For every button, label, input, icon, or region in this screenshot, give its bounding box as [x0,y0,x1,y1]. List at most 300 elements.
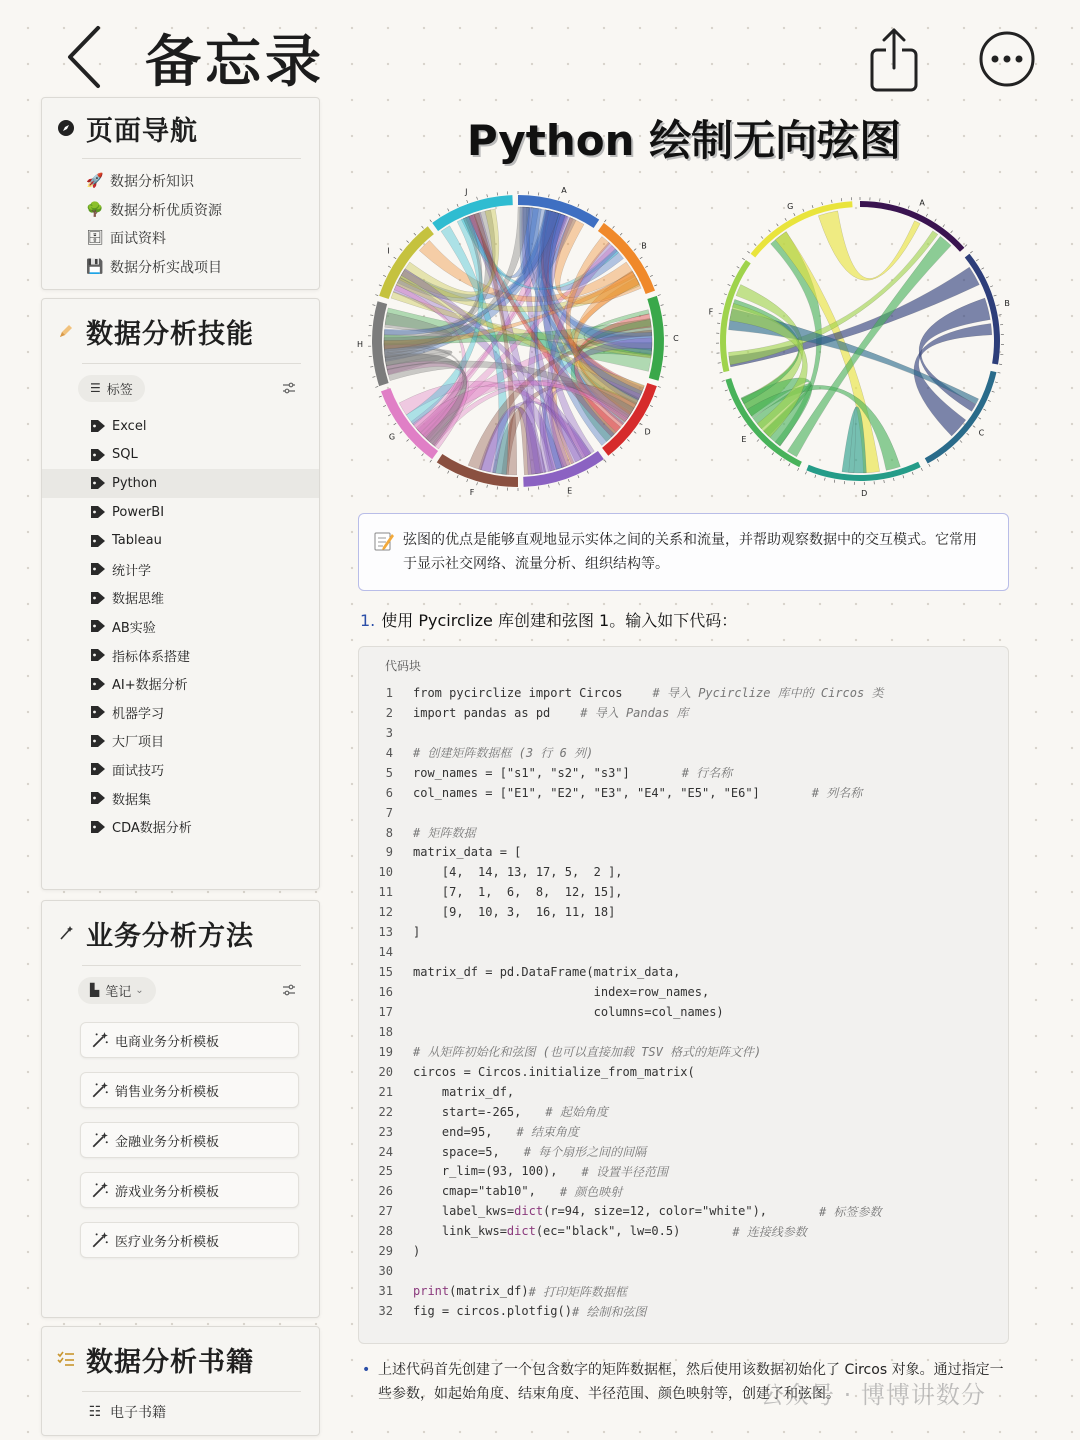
line-number: 10 [378,865,393,880]
tag-icon [90,734,106,748]
code-line [359,962,1008,982]
code-text: matrix_data = [ [413,845,522,860]
tag-icon [90,419,106,433]
chord-tick [388,266,391,268]
chord-tick [658,295,661,296]
chord-tick [487,485,488,488]
code-line [359,763,1008,783]
chord-tick [372,305,375,306]
code-line [359,843,1008,863]
chord-tick [578,204,579,207]
divider [82,363,301,364]
chord-tick [986,277,989,278]
books-panel [41,1326,320,1436]
callout-text: 弦图的优点是能够直观地显示实体之间的关系和流量，并帮助观察数据中的交互模式。它常用于显示社交网络、流量分析、组织结构等。 [403,532,977,572]
bullet-paragraph: • 上述代码首先创建了一个包含数字的矩阵数据框，然后使用该数据初始化了 Circos 对象。通过指定一些参数，如起始角度、结束角度、半径范围、颜色映射等，创建了和弦图。 [362,1358,1012,1406]
nav-item-resources[interactable] [42,196,319,225]
code-line [359,803,1008,823]
chord-segment-label: F [469,488,475,498]
tag-icon [90,448,106,462]
chord-tick [953,447,955,449]
chord-tick [448,209,449,212]
code-text: columns=col_names) [413,1004,724,1019]
code-text: ] [413,925,421,940]
line-number: 11 [378,885,393,900]
code-line [359,882,1008,902]
chord-tick [780,458,782,460]
tag-item[interactable] [42,812,319,841]
line-number: 22 [378,1104,393,1119]
step-number: 1. [360,611,376,630]
chord-tick [549,194,550,197]
code-line [359,1181,1008,1201]
divider [82,965,301,966]
line-number: 17 [378,1004,393,1019]
code-text: link_kws=dict(ec="black", lw=0.5) [413,1224,681,1239]
code-line [359,1002,1008,1022]
tag-item[interactable] [42,784,319,813]
tag-item[interactable] [42,498,319,527]
template-label: 金融业务分析模板 [115,1134,220,1150]
line-number: 24 [378,1144,393,1159]
code-text: r_lim=(93, 100), [413,1164,558,1179]
chord-tick [612,226,614,228]
chord-tick [899,203,900,206]
chord-tick [400,249,402,251]
code-comment: # 结束角度 [516,1125,579,1140]
tag-icon [90,619,106,633]
back-arrow-icon[interactable] [60,22,110,92]
line-number: 12 [378,905,393,920]
chord-tick [422,226,424,228]
chord-tick [414,233,416,235]
chord-tick [439,214,441,217]
code-comment: # 标签参数 [819,1204,882,1219]
chord-segment-label: E [741,435,747,445]
chord-tick [407,241,409,243]
chord-tick [430,220,432,222]
line-number: 14 [378,945,393,960]
tag-label: Excel [112,418,147,434]
chord-tick [994,295,997,296]
code-comment: # 列名称 [811,786,863,801]
chord-tick [990,286,993,287]
chord-tick [650,405,653,406]
tag-filter-bar [78,374,297,402]
notes-filter-bar [78,976,297,1004]
tag-label: 指标体系搭建 [112,649,191,665]
chord-tick [937,459,939,462]
tag-label: PowerBI [112,504,165,520]
tag-item[interactable] [42,441,319,470]
chord-tick [394,423,396,425]
code-comment: # 起始角度 [545,1105,608,1120]
line-number: 16 [378,985,393,1000]
tip-callout [358,513,1009,591]
chord-tick [742,258,744,260]
code-comment: # 设置半径范围 [581,1164,668,1179]
chord-tick [908,206,909,209]
chord-tick [761,236,763,238]
code-line [359,942,1008,962]
chord-tick [772,453,774,455]
chord-tick [943,225,945,227]
filter-icon[interactable] [281,380,297,396]
watermark: 公众号 · 博博讲数分 [760,1381,986,1409]
chord-tick [721,303,724,304]
chord-tick [549,485,550,488]
chord-tick [634,432,636,434]
code-text: space=5, [413,1144,500,1159]
code-text: [7, 1, 6, 8, 12, 15], [413,885,623,900]
chord-tick [764,446,766,448]
code-comment: # 导入 Pycirclize 库中的 Circos 类 [652,686,884,701]
tag-item[interactable] [42,526,319,555]
tag-label: CDA数据分析 [112,821,192,837]
chord-segment-label: F [708,307,714,317]
line-number: 31 [378,1284,393,1299]
magic-wand-icon [91,1231,109,1249]
chord-tick [945,453,947,455]
tag-view-pill[interactable] [78,375,145,402]
chord-tick [720,372,723,373]
line-number: 20 [378,1064,393,1079]
chord-segment-label: D [644,427,651,437]
chord-tick [370,367,373,368]
code-text: circos = Circos.initialize_from_matrix( [413,1064,695,1079]
tag-icon [90,648,106,662]
chord-tick [728,284,731,285]
chord-tick [645,415,648,417]
chord-segment-label: C [673,333,679,343]
chord-tick [663,367,666,368]
chord-tick [634,249,636,251]
code-text: end=95, [413,1124,493,1139]
tag-icon [90,591,106,605]
tag-label: AB实验 [112,620,156,636]
chord-tick [394,257,396,259]
chord-tick [785,218,787,221]
chord-diagram-right [700,178,1020,504]
chord-tick [769,230,771,232]
line-number: 21 [378,1084,393,1099]
template-label: 电商业务分析模板 [115,1034,220,1050]
nav-item-projects[interactable] [42,253,319,282]
tag-item[interactable] [42,612,319,641]
chord-tick [487,194,488,197]
chord-tick [596,214,598,217]
code-comment: # 打印矩阵数据框 [528,1284,628,1299]
nav-item-label: 数据分析优质资源 [110,202,222,219]
tag-icon [90,476,106,490]
chord-tick [379,285,382,286]
document-icon: ▙ [90,983,100,997]
chord-tick [729,399,732,400]
app-title: 备忘录 [145,30,325,95]
tag-icon [90,562,106,576]
code-line [359,703,1008,723]
tag-label: SQL [112,447,138,463]
chord-tick [559,482,560,485]
chord-tick [587,209,588,212]
tag-icon [90,791,106,805]
chord-tick [903,475,904,478]
code-line [359,1042,1008,1062]
template-card[interactable] [80,1072,299,1108]
tag-label: 机器学习 [112,706,165,722]
chord-tick [661,305,664,306]
chevron-down-icon: ⌄ [135,984,144,996]
chord-segment-label: E [567,486,573,496]
template-card[interactable] [80,1222,299,1258]
filter-icon[interactable] [281,982,297,998]
tag-icon [90,705,106,719]
methods-header [42,901,319,965]
chord-tick [738,416,741,418]
magic-wand-icon [91,1081,109,1099]
chord-tick [559,197,560,200]
code-comment: # 颜色映射 [559,1184,623,1199]
chord-tick [824,478,825,481]
methods-title: 业务分析方法 [86,920,254,952]
code-text: col_names = ["E1", "E2", "E3", "E4", "E5", "E6"] [413,785,760,800]
code-line [359,1281,1008,1301]
tag-item[interactable] [42,469,319,498]
chord-tick [467,479,468,482]
template-list [42,1022,319,1258]
chord-tick [929,464,930,467]
template-card[interactable] [80,1172,299,1208]
chord-tick [988,400,991,401]
line-number: 4 [385,745,393,760]
line-number: 27 [378,1204,393,1219]
code-text: import pandas as pd [413,705,551,720]
code-line [359,1201,1008,1221]
chord-tick [958,237,960,239]
chord-tick [627,241,629,243]
code-comment: # 绘制和弦图 [571,1304,647,1319]
checklist-icon: ☷ [88,1404,102,1421]
code-text: start=-265, [413,1104,522,1119]
chord-tick [822,202,823,205]
chord-tick [372,377,375,378]
code-line [359,783,1008,803]
memo-icon [373,530,395,552]
chord-tick [654,285,657,286]
chord-tick [976,259,978,261]
chord-tick [831,200,832,203]
code-text: matrix_df = pd.DataFrame(matrix_data, [413,965,681,980]
tag-label: Tableau [112,533,162,549]
tag-icon [90,820,106,834]
code-block-label: 代码块 [385,659,422,673]
line-number: 32 [378,1304,393,1319]
code-text: [9, 10, 3, 16, 11, 18] [413,905,616,920]
chord-tick [724,294,727,295]
chord-tick [645,266,648,268]
line-number: 25 [378,1164,393,1179]
chord-tick [568,200,569,203]
code-text: fig = circos.plotfig() [413,1304,572,1319]
step-heading [360,608,737,631]
chord-tick [912,472,913,475]
tag-view-label: 标签 [106,382,133,398]
chord-tick [965,245,967,247]
list-icon: ☰ [90,381,101,395]
chord-tick [383,405,386,406]
notes-view-pill[interactable] [78,977,156,1004]
tag-item[interactable] [42,698,319,727]
line-number: 7 [385,805,393,820]
code-line [359,1122,1008,1142]
tag-icon [90,677,106,691]
chord-segment-label: A [919,198,925,208]
chord-tick [935,219,937,222]
code-line [359,1241,1008,1261]
code-text: [4, 14, 13, 17, 5, 2 ], [413,865,623,880]
code-text: label_kws=dict(r=94, size=12, color="white"), [413,1204,768,1219]
code-text: from pycirclize import Circos [413,685,623,700]
line-number: 30 [378,1264,393,1279]
chord-tick [921,468,922,471]
code-text: index=row_names, [413,985,710,1000]
chord-segment-label: I [387,246,390,256]
code-text: print(matrix_df) [413,1284,529,1299]
code-comment: # 行名称 [681,766,733,781]
tag-item[interactable] [42,669,319,698]
chord-tick [747,251,749,253]
line-number: 23 [378,1124,393,1139]
tag-item[interactable] [42,641,319,670]
chord-tick [640,423,642,425]
chord-tick [754,244,756,246]
books-title: 数据分析书籍 [86,1346,254,1378]
chord-tick [967,433,969,435]
code-line [359,922,1008,942]
notes-view-label: 笔记 [105,984,132,1000]
chord-tick [627,439,629,441]
chord-tick [388,415,391,417]
tag-item[interactable] [42,555,319,584]
chord-segment-label: H [357,340,364,350]
code-text: matrix_df, [413,1084,515,1099]
chord-tick [379,396,382,397]
code-line [359,862,1008,882]
line-number: 8 [385,825,393,840]
nav-item-label: 电子书籍 [110,1405,166,1422]
line-number: 9 [385,845,393,860]
code-line [359,982,1008,1002]
chord-tick [370,315,373,316]
chord-diagram-left [355,178,681,504]
magic-wand-icon [91,1131,109,1149]
chord-tick [722,381,725,382]
share-icon[interactable] [866,24,922,94]
chord-tick [477,197,478,200]
tag-icon [90,762,106,776]
code-line [359,1082,1008,1102]
chord-tick [663,315,666,316]
chord-tick [732,275,735,276]
chord-tick [803,209,804,212]
chord-tick [815,475,816,478]
code-line [359,1102,1008,1122]
floppy-icon: 💾 [86,259,104,276]
page-nav-title: 页面导航 [86,115,198,147]
tag-icon [90,534,106,548]
code-line [359,683,1008,703]
tag-label: 面试技巧 [112,763,165,779]
code-line [359,1142,1008,1162]
tag-label: AI+数据分析 [112,678,188,694]
page-nav-panel [41,97,320,290]
code-block[interactable] [358,646,1009,1344]
code-line [359,823,1008,843]
compass-icon [54,116,78,140]
template-card[interactable] [80,1122,299,1158]
chord-tick [960,440,962,442]
tag-item[interactable] [42,412,319,441]
tag-item[interactable] [42,727,319,756]
methods-panel [41,900,320,1318]
tag-list [42,412,319,841]
code-line [359,1261,1008,1281]
code-comment: # 导入 Pandas 库 [580,706,689,721]
line-number: 3 [385,725,393,740]
tag-label: 数据集 [112,792,152,808]
rocket-icon: 🚀 [86,173,104,190]
chord-tick [375,295,378,296]
tag-item[interactable] [42,584,319,613]
tag-item[interactable] [42,755,319,784]
skills-header [42,299,319,363]
line-number: 15 [378,965,393,980]
nav-item-knowledge[interactable] [42,167,319,196]
divider [82,1391,301,1392]
more-options-icon[interactable] [978,28,1036,90]
chord-tick [430,460,432,462]
chord-tick [999,315,1002,316]
chord-tick [995,382,998,383]
tag-label: Python [112,475,158,491]
code-line [359,1062,1008,1082]
line-number: 6 [385,785,393,800]
skills-title: 数据分析技能 [86,318,254,350]
chord-tick [926,214,927,217]
chord-tick [733,408,736,409]
line-number: 2 [385,705,393,720]
article-title: Python 绘制无向弦图 [466,116,902,165]
page-nav-header [42,98,319,158]
chord-tick [737,267,740,269]
code-comment: # 从矩阵初始化和弦图 (也可以直接加载 TSV 格式的矩阵文件) [413,1045,762,1060]
chord-tick [798,468,799,471]
template-card[interactable] [80,1022,299,1058]
pencil-icon [54,319,78,343]
chord-tick [620,447,622,449]
nav-item-ebooks[interactable] [42,1398,319,1427]
chord-tick [658,386,661,387]
books-header [42,1327,319,1391]
wand-icon [54,921,78,945]
chord-tick [757,439,759,441]
nav-item-interview[interactable] [42,224,319,253]
checklist-icon [54,1347,78,1371]
chord-tick [422,454,424,456]
cabinet-icon: 🗄 [86,230,104,247]
line-number: 26 [378,1184,393,1199]
code-line [359,1221,1008,1241]
